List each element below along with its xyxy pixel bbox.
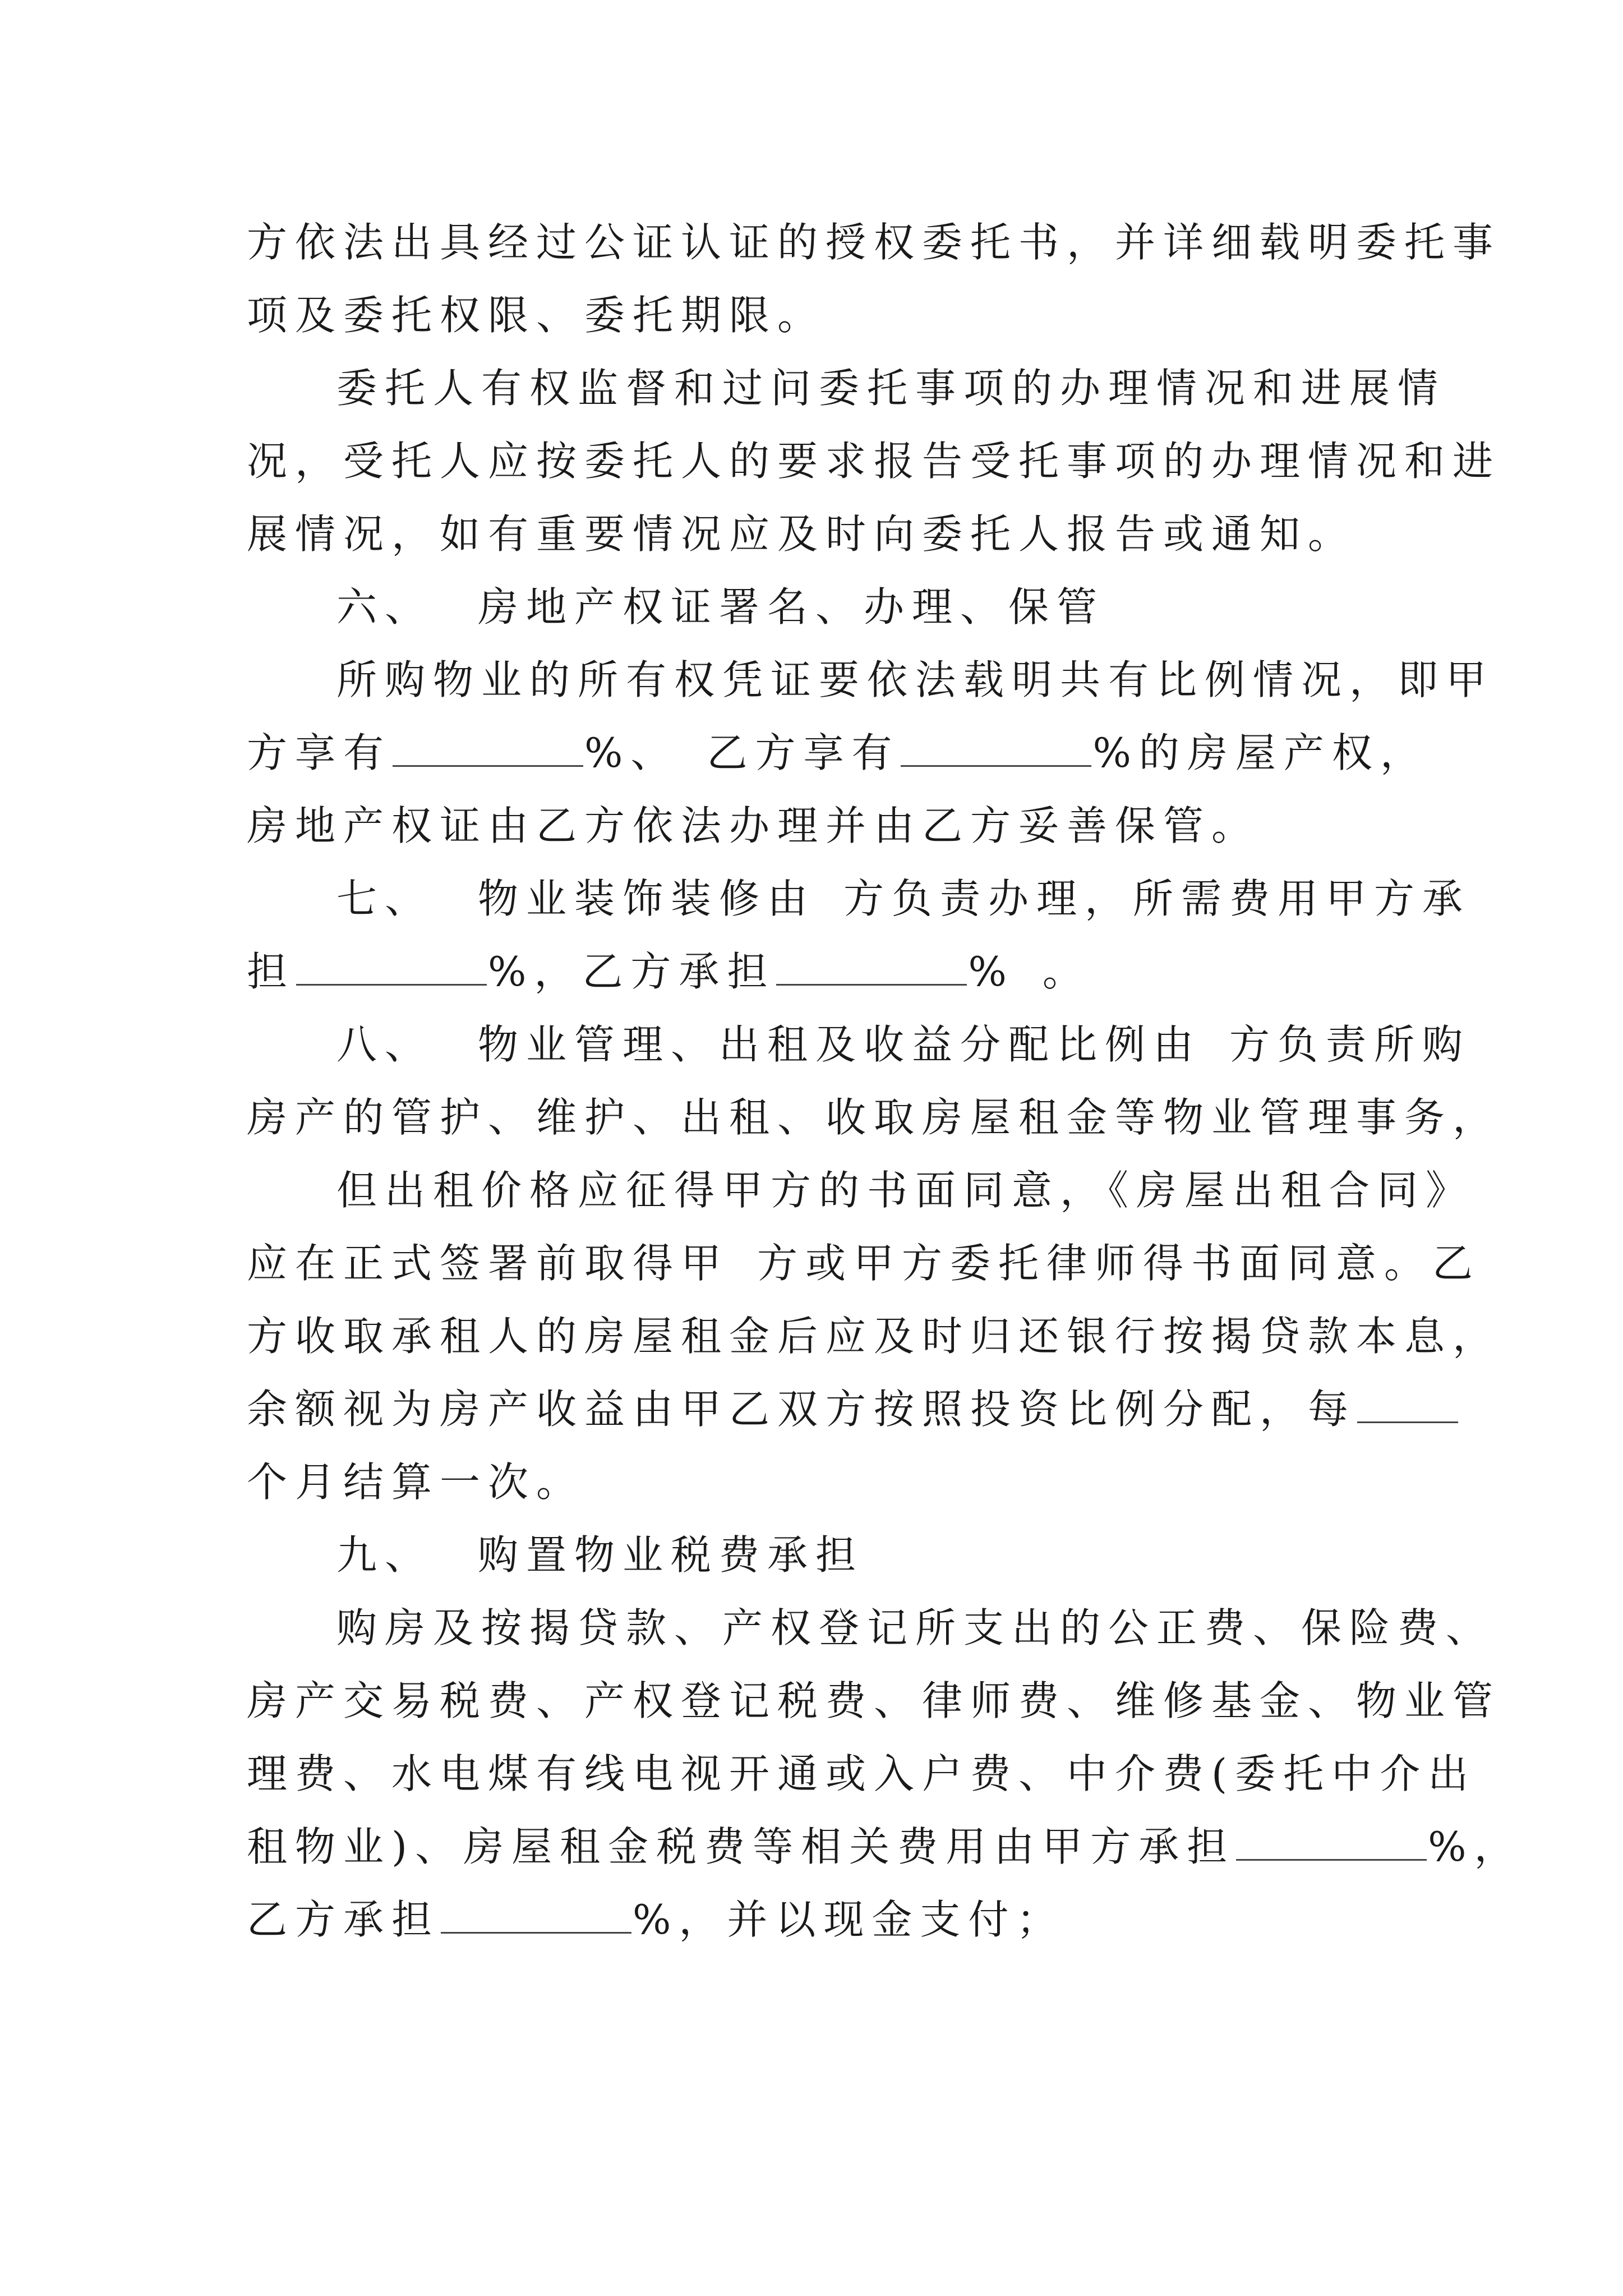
paragraph-line: [247, 1880, 1436, 1959]
paragraph-line: [247, 786, 1436, 865]
text: 委托人有权监督和过问委托事项的办理情况和进展情: [336, 365, 1446, 412]
section-number: 八、: [336, 1021, 434, 1068]
text: 方享有: [247, 729, 392, 776]
paragraph-line: [336, 349, 1525, 427]
section-heading-6: [336, 568, 1525, 646]
paragraph-line: [247, 1807, 1523, 1886]
fill-blank[interactable]: [1357, 1382, 1458, 1423]
section-heading-7: [336, 859, 1525, 938]
text: 物业管理、出租及收益分配比例由: [478, 1021, 1202, 1068]
text: 乙方承担: [247, 1896, 440, 1943]
section-title: 购置物业税费承担: [478, 1531, 864, 1579]
text: %、: [584, 729, 679, 776]
section-heading-9: [336, 1516, 1525, 1594]
text: 担: [247, 948, 296, 995]
paragraph-line: [247, 1078, 1501, 1157]
fill-blank[interactable]: [1236, 1820, 1427, 1861]
paragraph-line: [247, 932, 1436, 1011]
paragraph-line: [336, 641, 1525, 719]
paragraph-line: [336, 1151, 1525, 1230]
paragraph-line: [247, 1297, 1501, 1375]
text: %: [968, 948, 1015, 995]
text: 租物业)、房屋租金税费等相关费用由甲方承担: [247, 1823, 1235, 1870]
text: 方收取承租人的房屋租金后应及时归还银行按揭贷款本息，: [247, 1313, 1501, 1360]
text: %，乙方承担: [488, 948, 776, 995]
paragraph-line: [247, 714, 1436, 792]
paragraph-line: [247, 1443, 1436, 1521]
text: 况，受托人应按委托人的要求报告受托事项的办理情况和进: [247, 438, 1501, 485]
text: %，: [1428, 1823, 1523, 1870]
text: 。: [1042, 948, 1091, 995]
paragraph-line: [247, 1734, 1477, 1813]
text: 物业装饰装修由: [478, 875, 816, 922]
paragraph-line: [336, 1589, 1525, 1667]
paragraph-line: [247, 276, 1436, 355]
text: 方或甲方委托律师得书面同意。乙: [757, 1240, 1481, 1287]
section-number: 七、: [336, 875, 434, 922]
paragraph-line: [247, 1224, 1481, 1303]
text: 项及委托权限、委托期限。: [247, 292, 826, 339]
text: 方负责所购: [1229, 1021, 1471, 1068]
section-heading-8: [336, 1005, 1525, 1084]
text: 所购物业的所有权凭证要依法载明共有比例情况，即甲: [336, 656, 1495, 703]
text: 购房及按揭贷款、产权登记所支出的公正费、保险费、: [336, 1604, 1495, 1651]
text: 理费、水电煤有线电视开通或入户费、中介费(委托中介出: [247, 1750, 1477, 1797]
text: 应在正式签署前取得甲: [247, 1240, 730, 1287]
paragraph-line: [247, 1662, 1501, 1740]
text: 但出租价格应征得甲方的书面同意，《房屋出租合同》: [336, 1167, 1474, 1214]
text: 房产交易税费、产权登记税费、律师费、维修基金、物业管: [247, 1677, 1501, 1724]
text: 余额视为房产收益由甲乙双方按照投资比例分配，每: [247, 1386, 1357, 1433]
text: 房地产权证由乙方依法办理并由乙方妥善保管。: [247, 802, 1260, 849]
text: 乙方享有: [707, 729, 900, 776]
text: %，并以现金支付；: [633, 1896, 1065, 1943]
section-number: 六、: [336, 583, 434, 631]
section-number: 九、: [336, 1531, 434, 1579]
fill-blank[interactable]: [296, 945, 487, 986]
section-title: 房地产权证署名、办理、保管: [478, 583, 1105, 631]
fill-blank[interactable]: [393, 726, 583, 767]
fill-blank[interactable]: [441, 1893, 631, 1934]
paragraph-line: [247, 1370, 1436, 1448]
text: 展情况，如有重要情况应及时向委托人报告或通知。: [247, 510, 1357, 558]
paragraph-line: [247, 422, 1501, 500]
paragraph-line: [247, 495, 1436, 573]
paragraph-line: [247, 203, 1501, 282]
text: %的房屋产权，: [1092, 729, 1428, 776]
text: 方负责办理，所需费用甲方承: [843, 875, 1471, 922]
text: 个月结算一次。: [247, 1458, 585, 1506]
fill-blank[interactable]: [901, 726, 1091, 767]
text: 方依法出具经过公证认证的授权委托书，并详细载明委托事: [247, 219, 1501, 266]
text: 房产的管护、维护、出租、收取房屋租金等物业管理事务，: [247, 1094, 1501, 1141]
fill-blank[interactable]: [776, 945, 967, 986]
